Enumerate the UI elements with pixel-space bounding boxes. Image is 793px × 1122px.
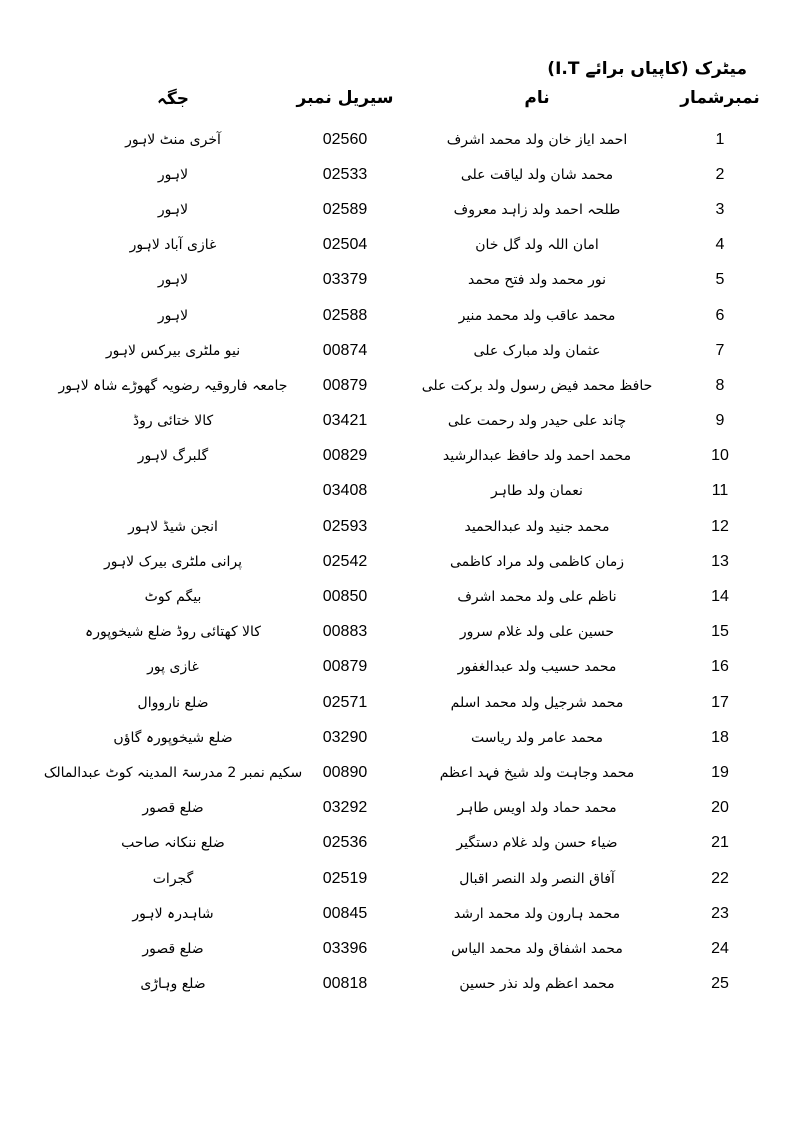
row-number: 11	[711, 482, 729, 500]
serial-number: 03396	[322, 939, 368, 957]
serial-number: 02571	[322, 693, 368, 711]
table-row	[0, 826, 793, 861]
student-name: محمد احمد ولد حافظ عبدالرشید	[442, 448, 632, 465]
row-number: 15	[711, 623, 729, 641]
row-number: 18	[711, 728, 729, 746]
table-row	[0, 333, 793, 368]
location: انجن شیڈ لاہور	[128, 518, 218, 535]
location: جامعہ فاروقیہ رضویہ گھوڑے شاہ لاہور	[58, 377, 288, 394]
row-number: 5	[715, 271, 725, 289]
location: گجرات	[152, 870, 194, 887]
student-name: محمد جنید ولد عبدالحمید	[464, 518, 610, 535]
row-number: 25	[711, 975, 729, 993]
header-serial-number: نمبرشمار	[680, 88, 760, 108]
header-name: نام	[524, 88, 550, 108]
serial-number: 02533	[322, 165, 368, 183]
student-name: نعمان ولد طاہر	[491, 483, 583, 500]
table-row	[0, 931, 793, 966]
student-name: احمد ایاز خان ولد محمد اشرف	[446, 131, 628, 148]
serial-number: 03421	[322, 412, 368, 430]
serial-number: 02588	[322, 306, 368, 324]
student-name: محمد شرجیل ولد محمد اسلم	[450, 694, 624, 711]
student-name: طلحہ احمد ولد زاہد معروف	[453, 201, 621, 218]
location: لاہور	[157, 272, 189, 289]
location: لاہور	[157, 201, 189, 218]
table-row	[0, 474, 793, 509]
table-row	[0, 228, 793, 263]
location: آخری منٹ لاہور	[125, 131, 221, 148]
document-title: میٹرک (کاپیاں برائے I.T)	[547, 59, 747, 79]
student-name: امان اللہ ولد گل خان	[475, 237, 599, 254]
student-name: محمد ہارون ولد محمد ارشد	[453, 905, 621, 922]
location: غازی آباد لاہور	[129, 237, 217, 254]
serial-number: 03290	[322, 728, 368, 746]
student-name: حسین علی ولد غلام سرور	[459, 624, 615, 641]
student-name: نور محمد ولد فتح محمد	[468, 272, 606, 289]
serial-number: 00883	[322, 623, 368, 641]
serial-number: 00850	[322, 588, 368, 606]
location: پرانی ملٹری بیرک لاہور	[103, 553, 243, 570]
row-number: 6	[715, 306, 725, 324]
student-name: محمد اعظم ولد نذر حسین	[459, 976, 615, 993]
row-number: 19	[711, 763, 729, 781]
row-number: 14	[711, 588, 729, 606]
row-number: 22	[711, 869, 729, 887]
row-number: 10	[711, 447, 729, 465]
row-number: 17	[711, 693, 729, 711]
serial-number: 02519	[322, 869, 368, 887]
serial-number: 00829	[322, 447, 368, 465]
table-row	[0, 122, 793, 157]
table-row	[0, 720, 793, 755]
table-row	[0, 544, 793, 579]
row-number: 7	[715, 341, 725, 359]
table-row	[0, 192, 793, 227]
table-row	[0, 861, 793, 896]
header-place: جگہ	[156, 89, 190, 109]
student-name: چاند علی حیدر ولد رحمت علی	[447, 413, 627, 430]
table-row	[0, 263, 793, 298]
row-number: 3	[715, 200, 725, 218]
serial-number: 03292	[322, 799, 368, 817]
table-row	[0, 404, 793, 439]
row-number: 1	[715, 130, 725, 148]
serial-number: 00890	[322, 763, 368, 781]
student-name: محمد عامر ولد ریاست	[471, 729, 603, 746]
student-list	[0, 122, 793, 1002]
location: ضلع ننکانہ صاحب	[121, 835, 225, 852]
student-name: ناظم علی ولد محمد اشرف	[457, 589, 617, 606]
serial-number: 00874	[322, 341, 368, 359]
location: غازی پور	[147, 659, 199, 676]
student-name: آفاق النصر ولد النصر اقبال	[459, 870, 615, 887]
serial-number: 03379	[322, 271, 368, 289]
serial-number: 00879	[322, 376, 368, 394]
table-row	[0, 896, 793, 931]
row-number: 13	[711, 552, 729, 570]
table-row	[0, 967, 793, 1002]
location: کالا کھتائی روڈ ضلع شیخوپورہ	[85, 624, 261, 641]
location: کالا ختائی روڈ	[132, 413, 214, 430]
table-row	[0, 755, 793, 790]
header-serial: سیریل نمبر	[296, 88, 394, 108]
location: ضلع وہاڑی	[140, 976, 206, 993]
row-number: 4	[715, 236, 725, 254]
location: ضلع نارووال	[137, 694, 209, 711]
row-number: 2	[715, 165, 725, 183]
row-number: 21	[711, 834, 729, 852]
student-name: محمد عاقب ولد محمد منیر	[458, 307, 616, 324]
table-row	[0, 791, 793, 826]
student-name: محمد شان ولد لیاقت علی	[460, 166, 614, 183]
row-number: 20	[711, 799, 729, 817]
table-row	[0, 157, 793, 192]
serial-number: 02560	[322, 130, 368, 148]
student-name: محمد اشفاق ولد محمد الیاس	[451, 940, 623, 957]
location: بیگم کوٹ	[144, 589, 202, 606]
serial-number: 02504	[322, 236, 368, 254]
row-number: 12	[711, 517, 729, 535]
serial-number: 00845	[322, 904, 368, 922]
table-row	[0, 509, 793, 544]
student-name: زمان کاظمی ولد مراد کاظمی	[449, 553, 625, 570]
location: سکیم نمبر 2 مدرسۃ المدینہ کوٹ عبدالمالک	[43, 764, 303, 781]
location: نیو ملٹری بیرکس لاہور	[105, 342, 241, 359]
serial-number: 00818	[322, 975, 368, 993]
location: شاہدرہ لاہور	[132, 905, 214, 922]
table-row	[0, 298, 793, 333]
serial-number: 00879	[322, 658, 368, 676]
serial-number: 02542	[322, 552, 368, 570]
table-row	[0, 650, 793, 685]
serial-number: 02536	[322, 834, 368, 852]
table-row	[0, 685, 793, 720]
row-number: 16	[711, 658, 729, 676]
row-number: 8	[715, 376, 725, 394]
location: ضلع شیخوپورہ گاؤں	[113, 729, 233, 746]
student-name: حافظ محمد فیض رسول ولد برکت علی	[421, 377, 653, 394]
serial-number: 02589	[322, 200, 368, 218]
location: ضلع قصور	[142, 940, 204, 957]
student-name: محمد حسیب ولد عبدالغفور	[457, 659, 617, 676]
table-row	[0, 439, 793, 474]
location: گلبرگ لاہور	[137, 448, 209, 465]
serial-number: 03408	[322, 482, 368, 500]
student-name: محمد وجاہت ولد شیخ فہد اعظم	[439, 764, 635, 781]
student-name: ضیاء حسن ولد غلام دستگیر	[456, 835, 618, 852]
location: لاہور	[157, 307, 189, 324]
row-number: 9	[715, 412, 725, 430]
table-row	[0, 615, 793, 650]
table-row	[0, 368, 793, 403]
location: لاہور	[157, 166, 189, 183]
serial-number: 02593	[322, 517, 368, 535]
student-name: محمد حماد ولد اویس طاہر	[457, 800, 617, 817]
row-number: 24	[711, 939, 729, 957]
location: ضلع قصور	[142, 800, 204, 817]
student-name: عثمان ولد مبارک علی	[473, 342, 601, 359]
row-number: 23	[711, 904, 729, 922]
table-row	[0, 579, 793, 614]
